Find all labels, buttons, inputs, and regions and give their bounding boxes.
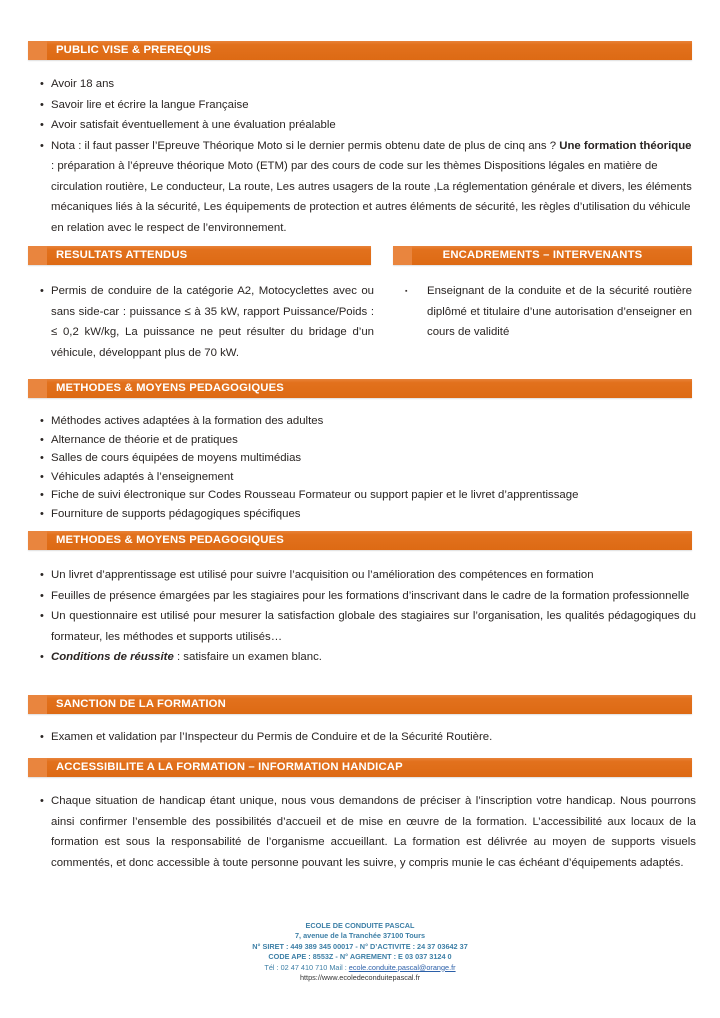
document-footer — [0, 921, 720, 983]
bullet-list-sanction — [40, 727, 696, 748]
bullet-list-resultats — [40, 281, 374, 363]
section-header-public-vise — [28, 41, 692, 60]
section-body-resultats-attendus — [40, 281, 374, 363]
bullet-list-accessibilite — [40, 791, 696, 873]
section-header-label: METHODES & MOYENS PEDAGOGIQUES — [56, 534, 284, 546]
footer-company-name: ECOLE DE CONDUITE PASCAL — [305, 921, 415, 930]
list-item: • Véhicules adaptés à l’enseignement — [40, 468, 696, 487]
section-body-encadrements — [405, 281, 692, 343]
section-header-label: SANCTION DE LA FORMATION — [56, 698, 226, 710]
list-item-nota — [40, 136, 696, 239]
list-item: • Fiche de suivi électronique sur Codes Rousseau Formateur ou support papier et le livret d’apprentissage — [40, 486, 696, 505]
list-item: • Avoir satisfait éventuellement à une évaluation préalable — [40, 115, 696, 136]
bullet-list-methodes-2 — [40, 565, 696, 668]
list-item-conditions — [40, 647, 696, 668]
list-item: • Salles de cours équipées de moyens multimédias — [40, 449, 696, 468]
section-header-label: RESULTATS ATTENDUS — [56, 249, 188, 261]
footer-ape-line: CODE APE : 8553Z - N° AGREMENT : E 03 037 3124 0 — [268, 952, 452, 962]
section-body-methodes-1 — [40, 412, 696, 524]
nota-rest-text: : préparation à l’épreuve théorique Moto (ETM) par des cours de code sur les thèmes Dispositions légales en matière de circulation routière, Le conducteur, La route, Les autres usagers de la route ,La réglementation générale et divers, les éléments mécaniques liés à la sécurité, Les équipements de protection et autres éléments de sécurité, les règles d’utilisation du véhicule en relation avec le respect de l’environnement. — [51, 160, 692, 234]
list-item: • Un livret d’apprentissage est utilisé pour suivre l’acquisition ou l’amélioration des compétences en formation — [40, 565, 696, 586]
footer-website-link[interactable]: https://www.ecoledeconduitepascal.fr — [299, 973, 421, 983]
list-item: • Alternance de théorie et de pratiques — [40, 431, 696, 450]
list-item: ▪ Enseignant de la conduite et de la sécurité routière diplômé et titulaire d’une autorisation d’enseigner en cours de validité — [405, 281, 692, 343]
list-item: • Chaque situation de handicap étant unique, nous vous demandons de préciser à l’inscription votre handicap. Nous pourrons ainsi confirmer l’ensemble des possibilités d’accueil et de mise en œuvre de la formation. L’accessibilité aux locaux de la formation est sous la responsabilité de l’organisme accueillant. La formation est délivrée au moyen de supports visuels commentés, et donc accessible à toute personne pouvant les suivre, y compris munie le cas échéant d’équipements adaptés. — [40, 791, 696, 873]
list-item: • Un questionnaire est utilisé pour mesurer la satisfaction globale des stagiaires sur l’organisation, les qualités pédagogiques du formateur, les méthodes et supports utilisés… — [40, 606, 696, 647]
bullet-list-methodes-1 — [40, 412, 696, 524]
conditions-reussite-label: Conditions de réussite — [51, 651, 174, 663]
section-header-resultats-attendus — [28, 246, 371, 265]
conditions-reussite-text: : satisfaire un examen blanc. — [173, 651, 322, 663]
list-item: • Examen et validation par l’Inspecteur du Permis de Conduire et de la Sécurité Routière. — [40, 727, 696, 748]
section-header-methodes-2 — [28, 531, 692, 550]
section-header-label: METHODES & MOYENS PEDAGOGIQUES — [56, 382, 284, 394]
section-body-accessibilite — [40, 791, 696, 873]
section-header-sanction — [28, 695, 692, 714]
section-body-methodes-2 — [40, 565, 696, 668]
footer-siret-line: N° SIRET : 449 389 345 00017 - N° D’ACTIVITE : 24 37 03642 37 — [252, 941, 468, 951]
footer-tel-text: Tél : 02 47 410 710 Mail : — [264, 962, 349, 972]
section-header-methodes-1 — [28, 379, 692, 398]
section-header-label: ACCESSIBILITE A LA FORMATION – INFORMATION HANDICAP — [56, 761, 403, 773]
footer-email-link[interactable]: ecole.conduite.pascal@orange.fr — [348, 962, 456, 972]
list-item: • Feuilles de présence émargées par les stagiaires pour les formations d’inscrivant dans le cadre de la formation professionnelle — [40, 586, 696, 607]
section-header-encadrements — [393, 246, 692, 265]
section-body-public-vise — [40, 74, 696, 238]
bullet-list-public-vise — [40, 74, 696, 238]
nota-bold-text: Une formation théorique — [559, 139, 692, 152]
section-header-label: PUBLIC VISE & PREREQUIS — [56, 44, 212, 56]
nota-lead-text: Nota : il faut passer l’Epreuve Théorique Moto si le dernier permis obtenu date de plus de cinq ans ? — [51, 139, 560, 152]
bullet-list-encadrements — [405, 281, 692, 343]
section-header-label: ENCADREMENTS – INTERVENANTS — [442, 249, 643, 261]
footer-contact-line — [0, 963, 720, 973]
footer-address: 7, avenue de la Tranchée 37100 Tours — [294, 931, 426, 941]
list-item: • Avoir 18 ans — [40, 74, 696, 95]
list-item: • Fourniture de supports pédagogiques spécifiques — [40, 505, 696, 524]
list-item: • Permis de conduire de la catégorie A2, Motocyclettes avec ou sans side-car : puissance ≤ à 35 kW, rapport Puissance/Poids : ≤ 0,2 kW/kg, La puissance ne peut résulter du bridage d’un véhicule, développant plus de 70 kW. — [40, 281, 374, 363]
list-item: • Savoir lire et écrire la langue Française — [40, 95, 696, 116]
section-body-sanction — [40, 727, 696, 748]
list-item: • Méthodes actives adaptées à la formation des adultes — [40, 412, 696, 431]
section-header-accessibilite — [28, 758, 692, 777]
